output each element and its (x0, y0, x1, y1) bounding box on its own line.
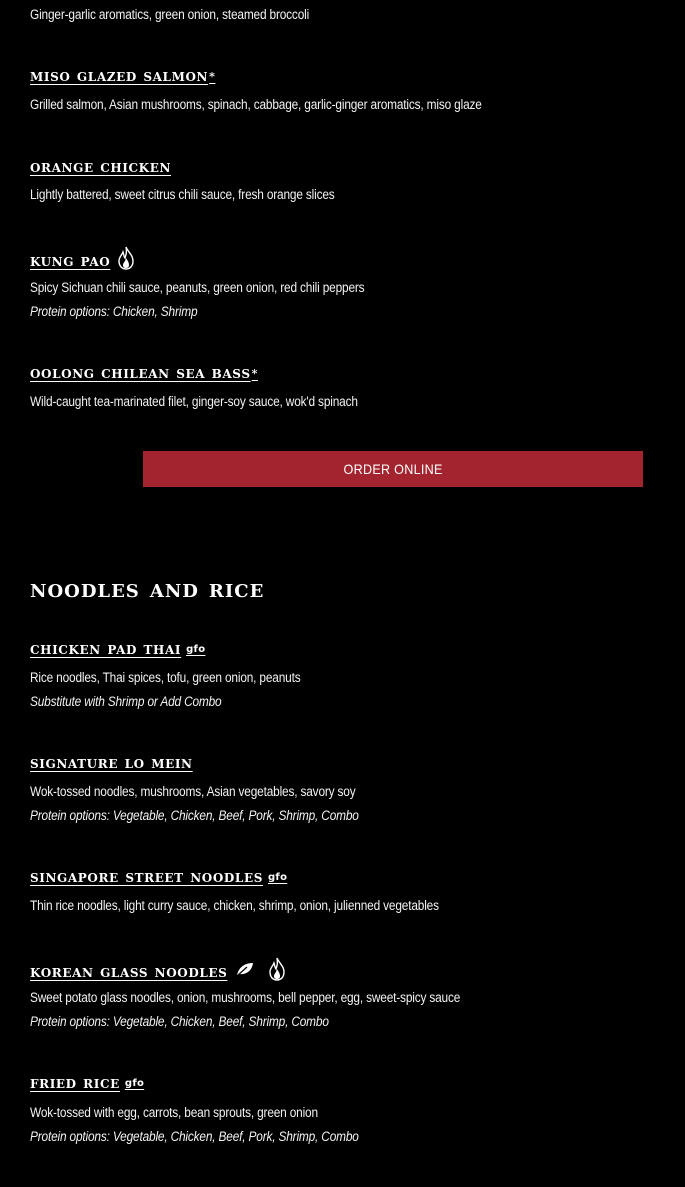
item-name: singapore street noodles (30, 867, 263, 887)
item-name: orange chicken (30, 157, 172, 177)
section-title: noodles and rice (30, 574, 265, 604)
menu-item-title[interactable] (30, 957, 287, 986)
item-description: Spicy Sichuan chili sauce, peanuts, green onion, red chili peppers (30, 280, 365, 295)
item-description: Grilled salmon, Asian mushrooms, spinach, cabbage, garlic-ginger aromatics, miso glaze (30, 97, 482, 112)
menu-item-title[interactable] (30, 246, 136, 275)
menu-item-title[interactable] (30, 639, 205, 659)
item-name: oolong chilean sea bass (30, 363, 251, 383)
item-name: korean glass noodles (30, 961, 228, 982)
item-description: Rice noodles, Thai spices, tofu, green onion, peanuts (30, 670, 301, 685)
asterisk-mark: * (209, 69, 216, 83)
item-description: Lightly battered, sweet citrus chili sauce, fresh orange slices (30, 187, 335, 202)
flame-icon (116, 246, 136, 275)
item-description: Ginger-garlic aromatics, green onion, steamed broccoli (30, 7, 310, 22)
menu-item-title[interactable] (30, 753, 193, 773)
flame-icon (267, 957, 287, 986)
item-description: Sweet potato glass noodles, onion, mushrooms, bell pepper, egg, sweet-spicy sauce (30, 990, 461, 1005)
menu-item-title[interactable] (30, 66, 215, 86)
item-description: Wok-tossed with egg, carrots, bean sprouts, green onion (30, 1105, 318, 1120)
item-name: fried rice (30, 1073, 120, 1093)
item-name: signature lo mein (30, 753, 193, 773)
item-description: Thin rice noodles, light curry sauce, chicken, shrimp, onion, julienned vegetables (30, 898, 439, 913)
gfo-badge: gfo (124, 1077, 145, 1089)
asterisk-mark: * (251, 366, 258, 380)
protein-options: Protein options: Vegetable, Chicken, Beef, Pork, Shrimp, Combo (30, 808, 359, 823)
gfo-badge: gfo (186, 643, 206, 655)
menu-item-title[interactable] (30, 363, 258, 383)
protein-options: Protein options: Chicken, Shrimp (30, 304, 198, 319)
item-name: kung pao (30, 250, 111, 271)
order-online-label: ORDER ONLINE (343, 461, 443, 477)
item-name: miso glazed salmon (30, 66, 209, 86)
protein-options: Protein options: Vegetable, Chicken, Beef, Shrimp, Combo (30, 1014, 329, 1029)
menu-item-title[interactable] (30, 1073, 144, 1093)
menu-item-title[interactable] (30, 157, 171, 177)
protein-options: Protein options: Vegetable, Chicken, Beef, Pork, Shrimp, Combo (30, 1129, 359, 1144)
gfo-badge: gfo (267, 871, 288, 883)
item-description: Wok-tossed noodles, mushrooms, Asian vegetables, savory soy (30, 784, 356, 799)
menu-item-title[interactable] (30, 867, 287, 887)
leaf-icon (235, 961, 255, 982)
item-description: Wild-caught tea-marinated filet, ginger-soy sauce, wok'd spinach (30, 394, 358, 409)
order-online-button[interactable] (143, 451, 643, 487)
protein-options: Substitute with Shrimp or Add Combo (30, 694, 222, 709)
item-name: chicken pad thai (30, 639, 182, 659)
